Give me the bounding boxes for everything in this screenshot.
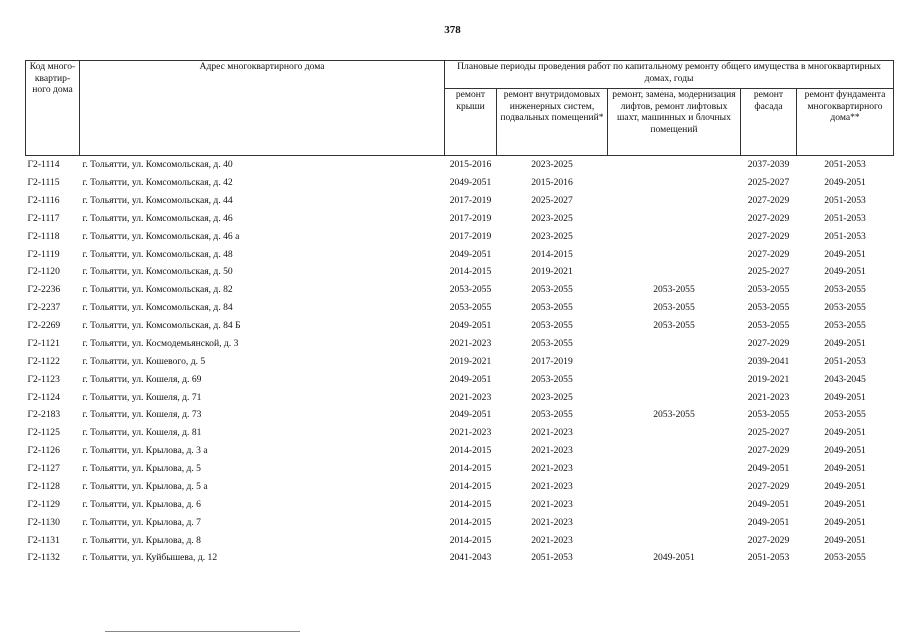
cell-code: Г2-1116: [27, 194, 60, 206]
cell-foundation: 2051-2053: [824, 159, 866, 171]
cell-elevators: [608, 335, 741, 353]
header-facade-repair: ремонт фасада: [741, 89, 797, 156]
cell-systems: 2023-2025: [531, 212, 573, 224]
cell-foundation: 2053-2055: [824, 302, 866, 314]
cell-elevators: [608, 531, 741, 549]
cell-roof: 2017-2019: [449, 212, 492, 224]
cell-foundation: 2053-2055: [824, 409, 866, 421]
table-row: [26, 156, 894, 174]
cell-systems: 2023-2025: [531, 159, 573, 171]
cell-systems: 2021-2023: [531, 427, 573, 439]
cell-roof: 2014-2015: [449, 463, 492, 475]
cell-facade: 2025-2027: [747, 427, 790, 439]
cell-systems: 2021-2023: [531, 445, 573, 457]
cell-roof: 2049-2051: [449, 320, 492, 332]
cell-address: г. Тольятти, ул. Комсомольская, д. 84: [82, 302, 233, 314]
cell-foundation: 2049-2051: [824, 337, 866, 349]
cell-elevators: [608, 514, 741, 532]
cell-code: Г2-1115: [27, 177, 60, 189]
cell-facade: 2019-2021: [747, 373, 790, 385]
cell-code: Г2-1130: [27, 516, 60, 528]
cell-elevators: [608, 210, 741, 228]
cell-roof: 2014-2015: [449, 516, 492, 528]
cell-roof: 2049-2051: [449, 409, 492, 421]
cell-foundation: 2049-2051: [824, 463, 866, 475]
header-address: Адрес многоквартирного дома: [80, 61, 445, 156]
cell-elevators: [608, 496, 741, 514]
cell-address: г. Тольятти, ул. Космодемьянской, д. 3: [82, 337, 239, 349]
cell-foundation: 2049-2051: [824, 534, 866, 546]
cell-address: г. Тольятти, ул. Комсомольская, д. 82: [82, 284, 233, 296]
table-row: [26, 174, 894, 192]
cell-roof: 2053-2055: [449, 302, 492, 314]
cell-roof: 2019-2021: [449, 355, 492, 367]
cell-systems: 2051-2053: [531, 552, 573, 564]
cell-facade: 2049-2051: [747, 463, 790, 475]
cell-roof: 2041-2043: [449, 552, 492, 564]
cell-elevators: [608, 228, 741, 246]
cell-elevators: [608, 245, 741, 263]
cell-facade: 2049-2051: [747, 498, 790, 510]
table-row: [26, 317, 894, 335]
table-row: [26, 281, 894, 299]
cell-facade: 2049-2051: [747, 516, 790, 528]
table-row: [26, 514, 894, 532]
cell-roof: 2014-2015: [449, 498, 492, 510]
cell-foundation: 2049-2051: [824, 248, 866, 260]
header-foundation-repair: ремонт фундамента многоквартирного дома**: [797, 89, 894, 156]
cell-elevators: [608, 460, 741, 478]
cell-facade: 2027-2029: [747, 337, 790, 349]
cell-code: Г2-1131: [27, 534, 60, 546]
table-row: [26, 424, 894, 442]
cell-foundation: 2049-2051: [824, 177, 866, 189]
capital-repair-schedule-table: [25, 60, 894, 567]
cell-systems: 2021-2023: [531, 480, 573, 492]
cell-facade: 2027-2029: [747, 212, 790, 224]
cell-address: г. Тольятти, ул. Крылова, д. 7: [82, 516, 201, 528]
cell-code: Г2-2183: [27, 409, 61, 421]
cell-roof: 2014-2015: [449, 266, 492, 278]
cell-address: г. Тольятти, ул. Кошеля, д. 69: [82, 373, 202, 385]
cell-foundation: 2053-2055: [824, 284, 866, 296]
cell-facade: 2053-2055: [747, 284, 790, 296]
cell-systems: 2053-2055: [531, 373, 573, 385]
table-row: [26, 263, 894, 281]
cell-foundation: 2051-2053: [824, 194, 866, 206]
cell-address: г. Тольятти, ул. Комсомольская, д. 48: [82, 248, 233, 260]
cell-systems: 2053-2055: [531, 320, 573, 332]
cell-elevators: 2053-2055: [653, 302, 695, 314]
cell-roof: 2049-2051: [449, 177, 492, 189]
cell-facade: 2027-2029: [747, 534, 790, 546]
cell-roof: 2021-2023: [449, 427, 492, 439]
cell-code: Г2-2269: [27, 320, 61, 332]
cell-code: Г2-1129: [27, 498, 60, 510]
table-row: [26, 478, 894, 496]
cell-code: Г2-1123: [27, 373, 60, 385]
cell-elevators: [608, 174, 741, 192]
cell-facade: 2027-2029: [747, 445, 790, 457]
cell-elevators: 2053-2055: [653, 409, 695, 421]
cell-roof: 2014-2015: [449, 534, 492, 546]
cell-address: г. Тольятти, ул. Комсомольская, д. 46: [82, 212, 233, 224]
cell-systems: 2021-2023: [531, 516, 573, 528]
table-row: [26, 228, 894, 246]
cell-facade: 2053-2055: [747, 409, 790, 421]
cell-address: г. Тольятти, ул. Комсомольская, д. 44: [82, 194, 233, 206]
cell-systems: 2021-2023: [531, 463, 573, 475]
cell-facade: 2027-2029: [747, 230, 790, 242]
cell-facade: 2027-2029: [747, 480, 790, 492]
cell-address: г. Тольятти, ул. Крылова, д. 5 а: [82, 480, 208, 492]
cell-foundation: 2049-2051: [824, 445, 866, 457]
cell-address: г. Тольятти, ул. Кошеля, д. 71: [82, 391, 202, 403]
cell-facade: 2025-2027: [747, 177, 790, 189]
table-row: [26, 549, 894, 567]
table-row: [26, 460, 894, 478]
cell-foundation: 2043-2045: [824, 373, 866, 385]
cell-systems: 2019-2021: [531, 266, 573, 278]
cell-elevators: 2049-2051: [653, 552, 695, 564]
cell-code: Г2-1121: [27, 337, 60, 349]
cell-foundation: 2051-2053: [824, 355, 866, 367]
table-row: [26, 371, 894, 389]
cell-systems: 2023-2025: [531, 230, 573, 242]
cell-address: г. Тольятти, ул. Крылова, д. 3 а: [82, 445, 208, 457]
cell-elevators: [608, 353, 741, 371]
cell-facade: 2025-2027: [747, 266, 790, 278]
cell-systems: 2014-2015: [531, 248, 573, 260]
cell-systems: 2021-2023: [531, 534, 573, 546]
cell-systems: 2017-2019: [531, 355, 573, 367]
cell-roof: 2014-2015: [449, 445, 492, 457]
cell-roof: 2049-2051: [449, 248, 492, 260]
cell-facade: 2027-2029: [747, 194, 790, 206]
cell-code: Г2-1125: [27, 427, 60, 439]
cell-systems: 2053-2055: [531, 337, 573, 349]
cell-code: Г2-1117: [27, 212, 60, 224]
cell-address: г. Тольятти, ул. Кошеля, д. 73: [82, 409, 202, 421]
cell-code: Г2-1114: [27, 159, 60, 171]
table-row: [26, 388, 894, 406]
table-body: [26, 156, 894, 568]
cell-elevators: [608, 424, 741, 442]
cell-foundation: 2049-2051: [824, 391, 866, 403]
cell-facade: 2037-2039: [747, 159, 790, 171]
header-roof-repair: ремонт крыши: [445, 89, 497, 156]
cell-roof: 2017-2019: [449, 194, 492, 206]
header-planned-periods: Плановые периоды проведения работ по капитальному ремонту общего имущества в многоквартирных домах, годы: [445, 61, 894, 89]
cell-systems: 2023-2025: [531, 391, 573, 403]
cell-roof: 2017-2019: [449, 230, 492, 242]
cell-foundation: 2051-2053: [824, 230, 866, 242]
cell-facade: 2027-2029: [747, 248, 790, 260]
cell-address: г. Тольятти, ул. Комсомольская, д. 40: [82, 159, 233, 171]
cell-code: Г2-1127: [27, 463, 60, 475]
cell-facade: 2053-2055: [747, 320, 790, 332]
cell-code: Г2-1132: [27, 552, 60, 564]
cell-elevators: [608, 478, 741, 496]
cell-elevators: [608, 371, 741, 389]
cell-foundation: 2049-2051: [824, 266, 866, 278]
cell-systems: 2053-2055: [531, 409, 573, 421]
cell-foundation: 2053-2055: [824, 320, 866, 332]
table-row: [26, 299, 894, 317]
cell-address: г. Тольятти, ул. Комсомольская, д. 50: [82, 266, 233, 278]
cell-code: Г2-1122: [27, 355, 60, 367]
footer-rule: [105, 631, 300, 632]
cell-foundation: 2049-2051: [824, 480, 866, 492]
cell-foundation: 2051-2053: [824, 212, 866, 224]
cell-code: Г2-1118: [27, 230, 60, 242]
cell-address: г. Тольятти, ул. Комсомольская, д. 84 Б: [82, 320, 241, 332]
table-row: [26, 335, 894, 353]
cell-address: г. Тольятти, ул. Кошевого, д. 5: [82, 355, 206, 367]
cell-systems: 2025-2027: [531, 194, 573, 206]
table-row: [26, 442, 894, 460]
cell-elevators: 2053-2055: [653, 320, 695, 332]
cell-elevators: [608, 388, 741, 406]
cell-facade: 2039-2041: [747, 355, 790, 367]
cell-code: Г2-1119: [27, 248, 60, 260]
table-row: [26, 210, 894, 228]
page-number: 378: [444, 24, 461, 36]
header-code: Код много-квартир-ного дома: [26, 61, 80, 156]
cell-roof: 2053-2055: [449, 284, 492, 296]
cell-facade: 2021-2023: [747, 391, 790, 403]
cell-code: Г2-2236: [27, 284, 61, 296]
cell-address: г. Тольятти, ул. Крылова, д. 5: [82, 463, 201, 475]
table-row: [26, 192, 894, 210]
cell-systems: 2015-2016: [531, 177, 573, 189]
cell-elevators: [608, 442, 741, 460]
cell-roof: 2021-2023: [449, 337, 492, 349]
cell-code: Г2-1124: [27, 391, 60, 403]
cell-address: г. Тольятти, ул. Кошеля, д. 81: [82, 427, 202, 439]
table-row: [26, 406, 894, 424]
cell-code: Г2-2237: [27, 302, 61, 314]
cell-address: г. Тольятти, ул. Крылова, д. 8: [82, 534, 201, 546]
cell-systems: 2021-2023: [531, 498, 573, 510]
cell-systems: 2053-2055: [531, 302, 573, 314]
cell-elevators: 2053-2055: [653, 284, 695, 296]
cell-address: г. Тольятти, ул. Комсомольская, д. 42: [82, 177, 233, 189]
table-row: [26, 245, 894, 263]
cell-elevators: [608, 156, 741, 174]
cell-foundation: 2053-2055: [824, 552, 866, 564]
header-engineering-systems-repair: ремонт внутридомовых инженерных систем, подвальных помещений*: [497, 89, 608, 156]
table-row: [26, 496, 894, 514]
cell-foundation: 2049-2051: [824, 498, 866, 510]
cell-facade: 2051-2053: [747, 552, 790, 564]
cell-address: г. Тольятти, ул. Куйбышева, д. 12: [82, 552, 218, 564]
table-row: [26, 353, 894, 371]
cell-code: Г2-1128: [27, 480, 60, 492]
cell-systems: 2053-2055: [531, 284, 573, 296]
cell-address: г. Тольятти, ул. Крылова, д. 6: [82, 498, 201, 510]
cell-roof: 2015-2016: [449, 159, 492, 171]
header-elevator-repair: ремонт, замена, модернизация лифтов, ремонт лифтовых шахт, машинных и блочных помещений: [608, 89, 741, 156]
cell-code: Г2-1126: [27, 445, 60, 457]
cell-elevators: [608, 192, 741, 210]
cell-code: Г2-1120: [27, 266, 60, 278]
cell-facade: 2053-2055: [747, 302, 790, 314]
cell-address: г. Тольятти, ул. Комсомольская, д. 46 а: [82, 230, 240, 242]
cell-roof: 2014-2015: [449, 480, 492, 492]
cell-foundation: 2049-2051: [824, 427, 866, 439]
cell-roof: 2049-2051: [449, 373, 492, 385]
table-row: [26, 531, 894, 549]
cell-elevators: [608, 263, 741, 281]
cell-foundation: 2049-2051: [824, 516, 866, 528]
cell-roof: 2021-2023: [449, 391, 492, 403]
